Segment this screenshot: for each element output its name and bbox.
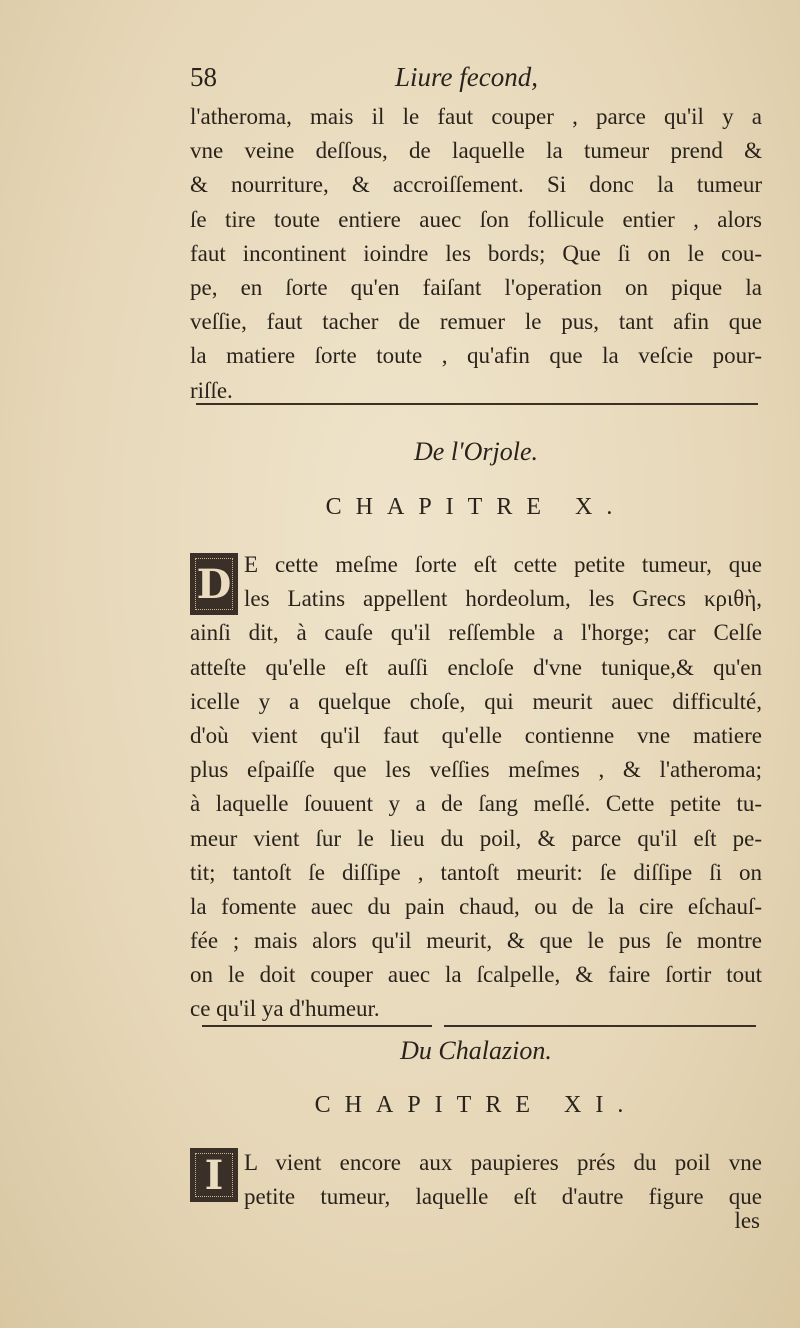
section-title-chalazion: Du Chalazion. [400,1036,552,1065]
text-line: ſe tire toute entiere auec ſon follicule entier , alors [190,206,762,232]
chapter-x-body [190,548,762,1027]
text-line: la matiere ſorte toute , qu'afin que la veſcie pour- [190,343,762,369]
text-line: la fomente auec du pain chaud, ou de la cire eſchauſ- [190,893,762,919]
text-line: fée ; mais alors qu'il meurit, & que le pus ſe montre [190,928,762,954]
text-line: E cette meſme ſorte eſt cette petite tumeur, que [244,552,762,577]
section-title-orjole: De l'Orjole. [414,437,538,466]
text-line: icelle y a quelque choſe, qui meurit auec difficulté, [190,688,762,714]
section-divider-left [202,1025,432,1027]
text-line: vne veine deſſous, de laquelle la tumeur prend & [190,138,762,164]
text-line: faut incontinent ioindre les bords; Que ſi on le cou- [190,240,762,266]
top-paragraph [190,100,762,408]
text-line: l'atheroma, mais il le faut couper , parce qu'il y a [190,104,762,129]
section-divider [196,403,758,405]
text-line: petite tumeur, laquelle eſt d'autre figure que [244,1184,762,1210]
running-title: Liure fecond, [395,62,538,92]
text-line: & nourriture, & accroiſſement. Si donc la tumeur [190,172,762,198]
text-line: riſſe. [190,377,233,403]
text-line: L vient encore aux paupieres prés du poil vne [244,1150,762,1175]
text-line: ainſi dit, à cauſe qu'il reſſemble a l'horge; car Celſe [190,620,762,646]
chapter-heading-xi: CHAPITRE XI. [314,1092,638,1118]
text-line: pe, en ſorte qu'en faiſant l'operation on pique la [190,274,762,300]
text-line: d'où vient qu'il faut qu'elle contienne vne matiere [190,722,762,748]
decorated-initial: I [190,1148,238,1202]
chapter-xi-body [190,1146,762,1214]
chapter-heading-x: CHAPITRE X. [325,494,627,520]
catchword: les [734,1208,760,1233]
text-line: on le doit couper auec la ſcalpelle, & faire ſortir tout [190,962,762,988]
text-line: à laquelle ſouuent y a de ſang meſlé. Cette petite tu- [190,791,762,817]
text-line: meur vient ſur le lieu du poil, & parce qu'il eſt pe- [190,825,762,851]
page-number: 58 [190,62,217,92]
text-line: tit; tantoſt ſe diſſipe , tantoſt meurit: ſe diſſipe ſi on [190,859,762,885]
decorated-initial: D [190,553,238,615]
page-header [190,62,770,96]
text-line: les Latins appellent hordeolum, les Grecs κριθὴ, [244,586,762,612]
text-line: atteſte qu'elle eſt auſſi encloſe d'vne tunique,& qu'en [190,654,762,680]
text-line: veſſie, faut tacher de remuer le pus, tant afin que [190,309,762,335]
text-line: ce qu'il ya d'humeur. [190,996,380,1022]
text-line: plus eſpaiſſe que les veſſies meſmes , & l'atheroma; [190,757,762,783]
section-divider-right [444,1025,756,1027]
